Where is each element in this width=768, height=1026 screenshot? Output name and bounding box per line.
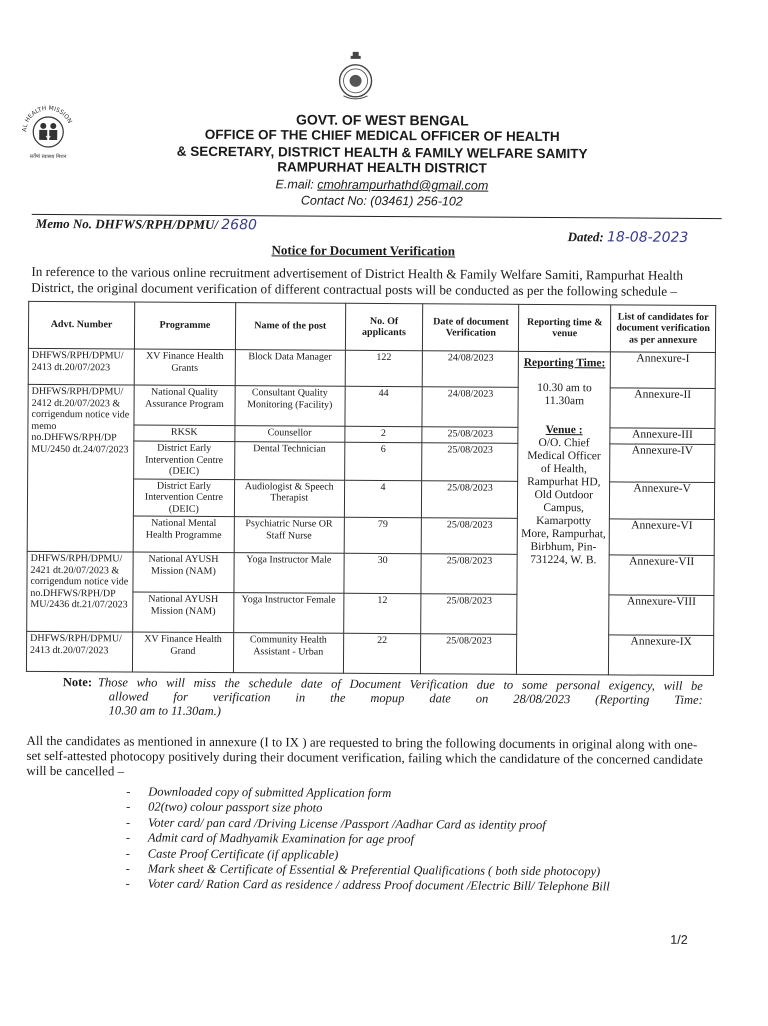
reporting-venue-cell <box>517 351 611 675</box>
header-district: RAMPURHAT HEALTH DISTRICT <box>277 159 487 176</box>
header-govt: GOVT. OF WEST BENGAL <box>295 111 469 129</box>
annexure-cell: Annexure-VIII <box>609 595 714 636</box>
note-line-3: 10.30 am to 11.30am.) <box>108 703 222 719</box>
th-programme: Programme <box>134 302 235 350</box>
date-cell: 25/08/2023 <box>422 518 518 555</box>
header-email <box>152 177 612 194</box>
reporting-time-title: Reporting Time: <box>523 356 606 370</box>
th-post: Name of the post <box>235 303 345 351</box>
date-cell: 25/08/2023 <box>422 443 518 481</box>
advt-cell: DHFWS/RPH/DPMU/ 2421 dt.20/07/2023 & corrigendum notice vide no.DHFWS/RPH/DP MU/2436 dt.21/07/2023 <box>27 551 133 632</box>
programme-cell: District Early Intervention Centre (DEIC) <box>133 478 234 516</box>
documents-list <box>126 784 611 895</box>
logo-ring-text: AL HEALTH MISSION <box>21 104 74 133</box>
th-applicants: No. Of applicants <box>345 303 423 350</box>
annexure-cell: Annexure-V <box>610 481 715 519</box>
post-cell: Dental Technician <box>234 442 344 480</box>
post-cell: Counsellor <box>235 426 345 443</box>
note-label: Note: <box>62 675 93 690</box>
list-item: - Voter card/ Ration Card as residence / address Proof document /Electric Bill/ Telephone Bill <box>126 877 610 895</box>
annexure-cell: Annexure-IV <box>610 444 715 482</box>
note-line-1: Those who will miss the schedule date of Document Verification due to some personal exigency, will be <box>97 675 703 693</box>
venue-address: O/O. Chief Medical Officer of Health, Rampurhat HD, Old Outdoor Campus, Kamarpotty More, Rampurhat, Birbhum, Pin- 731224, W. B. <box>521 436 606 567</box>
post-cell: Block Data Manager <box>235 350 345 387</box>
date-cell: 25/08/2023 <box>422 480 518 518</box>
table-row <box>28 384 715 428</box>
date-cell: 25/08/2023 <box>422 427 518 444</box>
advt-cell: DHFWS/RPH/DPMU/ 2413 dt.20/07/2023 <box>26 631 132 672</box>
list-item: - Admit card of Madhyamik Examination for age proof <box>126 831 610 849</box>
header-office: OFFICE OF THE CHIEF MEDICAL OFFICER OF HEALTH <box>204 126 560 145</box>
schedule-table <box>26 301 716 676</box>
header-contact: Contact No: (03461) 256-102 <box>300 193 463 209</box>
programme-cell: National Quality Assurance Program <box>134 385 235 426</box>
post-cell: Audiologist & Speech Therapist <box>234 479 344 517</box>
table-row <box>26 631 713 675</box>
dated-label: Dated: <box>567 229 608 245</box>
post-cell: Yoga Instructor Male <box>234 553 344 594</box>
programme-cell: RKSK <box>134 425 235 442</box>
notice-title: Notice for Document Verification <box>271 242 456 259</box>
reporting-time: 10.30 am to 11.30am <box>537 381 592 408</box>
date-cell: 24/08/2023 <box>422 387 518 428</box>
th-reporting: Reporting time & venue <box>519 304 611 352</box>
annexure-cell: Annexure-VII <box>609 555 714 596</box>
th-advt: Advt. Number <box>28 301 134 349</box>
date-cell: 25/08/2023 <box>421 634 517 675</box>
table-header-row <box>28 301 715 352</box>
post-cell: Consultant Quality Monitoring (Facility) <box>235 386 345 427</box>
date-cell: 25/08/2023 <box>421 594 517 635</box>
post-cell: Yoga Instructor Female <box>233 593 343 634</box>
applicants-cell: 22 <box>343 633 421 673</box>
intro-paragraph: In reference to the various online recruitment advertisement of District Health & Family Welfare Samiti, Rampurhat Health District, the original document verification of different contractual posts will be conducted as per the following schedule – <box>31 263 684 299</box>
email-label: E.mail: <box>275 177 318 192</box>
header-secretary: & SECRETARY, DISTRICT HEALTH & FAMILY WELFARE SAMITY <box>176 143 588 162</box>
table-row <box>28 348 715 388</box>
annexure-cell: Annexure-II <box>610 388 715 429</box>
list-item: - Caste Proof Certificate (if applicable) <box>126 846 610 864</box>
list-item: - Voter card/ pan card /Driving License /Passport /Aadhar Card as identity proof <box>126 815 610 833</box>
date-cell: 25/08/2023 <box>421 554 517 595</box>
west-bengal-emblem <box>336 50 374 102</box>
annexure-cell: Annexure-IX <box>609 635 714 676</box>
page-number: 1/2 <box>670 932 688 947</box>
memo-line <box>36 216 257 233</box>
annexure-cell: Annexure-III <box>610 428 715 445</box>
advt-cell: DHFWS/RPH/DPMU/ 2413 dt.20/07/2023 <box>28 348 134 385</box>
programme-cell: National AYUSH Mission (NAM) <box>133 592 234 633</box>
th-list: List of candidates for document verification as per annexure <box>611 305 716 353</box>
note-line-2: allowed for verification in the mopup date on 28/08/2023 (Reporting Time: <box>108 689 703 707</box>
list-item: - Mark sheet & Certificate of Essential & Preferential Qualifications ( both side photocopy) <box>126 861 610 879</box>
documents-paragraph: All the candidates as mentioned in annexure (I to IX ) are requested to bring the following documents in original along with one-set self-attested photocopy positively during their document verification, failing which the candidature of the concerned candidate will be cancelled – <box>26 732 703 779</box>
email-link[interactable]: cmohrampurhathd@gmail.com <box>317 177 489 193</box>
th-date: Date of document Verification <box>423 304 519 352</box>
programme-cell: National AYUSH Mission (NAM) <box>133 552 234 593</box>
applicants-cell: 79 <box>344 517 422 553</box>
list-item: - Downloaded copy of submitted Application form <box>126 784 610 802</box>
memo-label: Memo No. DHFWS/RPH/DPMU/ <box>35 215 222 233</box>
applicants-cell: 12 <box>343 593 421 633</box>
annexure-cell: Annexure-I <box>610 352 715 389</box>
applicants-cell: 4 <box>344 480 422 518</box>
venue-label: Venue : <box>545 424 583 437</box>
logo-motto: सर्वेषां स्वास्थ्य मिशन <box>29 153 67 161</box>
annexure-cell: Annexure-VI <box>609 519 714 556</box>
applicants-cell: 2 <box>344 426 422 442</box>
health-mission-logo <box>18 98 78 166</box>
post-cell: Community Health Assistant - Urban <box>233 633 343 674</box>
date-cell: 24/08/2023 <box>423 351 519 388</box>
dated-value: 18-08-2023 <box>606 229 689 246</box>
memo-number: 2680 <box>221 217 257 234</box>
programme-cell: District Early Intervention Centre (DEIC) <box>134 441 235 479</box>
list-item: - 02(two) colour passport size photo <box>126 800 610 818</box>
programme-cell: XV Finance Health Grand <box>132 632 233 673</box>
table-row <box>27 551 714 595</box>
applicants-cell: 30 <box>343 553 421 593</box>
applicants-cell: 44 <box>344 386 422 426</box>
programme-cell: XV Finance Health Grants <box>134 349 235 386</box>
applicants-cell: 6 <box>344 442 422 480</box>
dated-line <box>568 229 689 246</box>
post-cell: Psychiatric Nurse OR Staff Nurse <box>234 517 344 554</box>
programme-cell: National Mental Health Programme <box>133 516 234 553</box>
advt-cell: DHFWS/RPH/DPMU/ 2412 dt.20/07/2023 & corrigendum notice vide memo no.DHFWS/RPH/DP MU/2450 dt.24/07/2023 <box>27 384 134 552</box>
applicants-cell: 122 <box>345 350 423 386</box>
note-block <box>63 675 703 721</box>
